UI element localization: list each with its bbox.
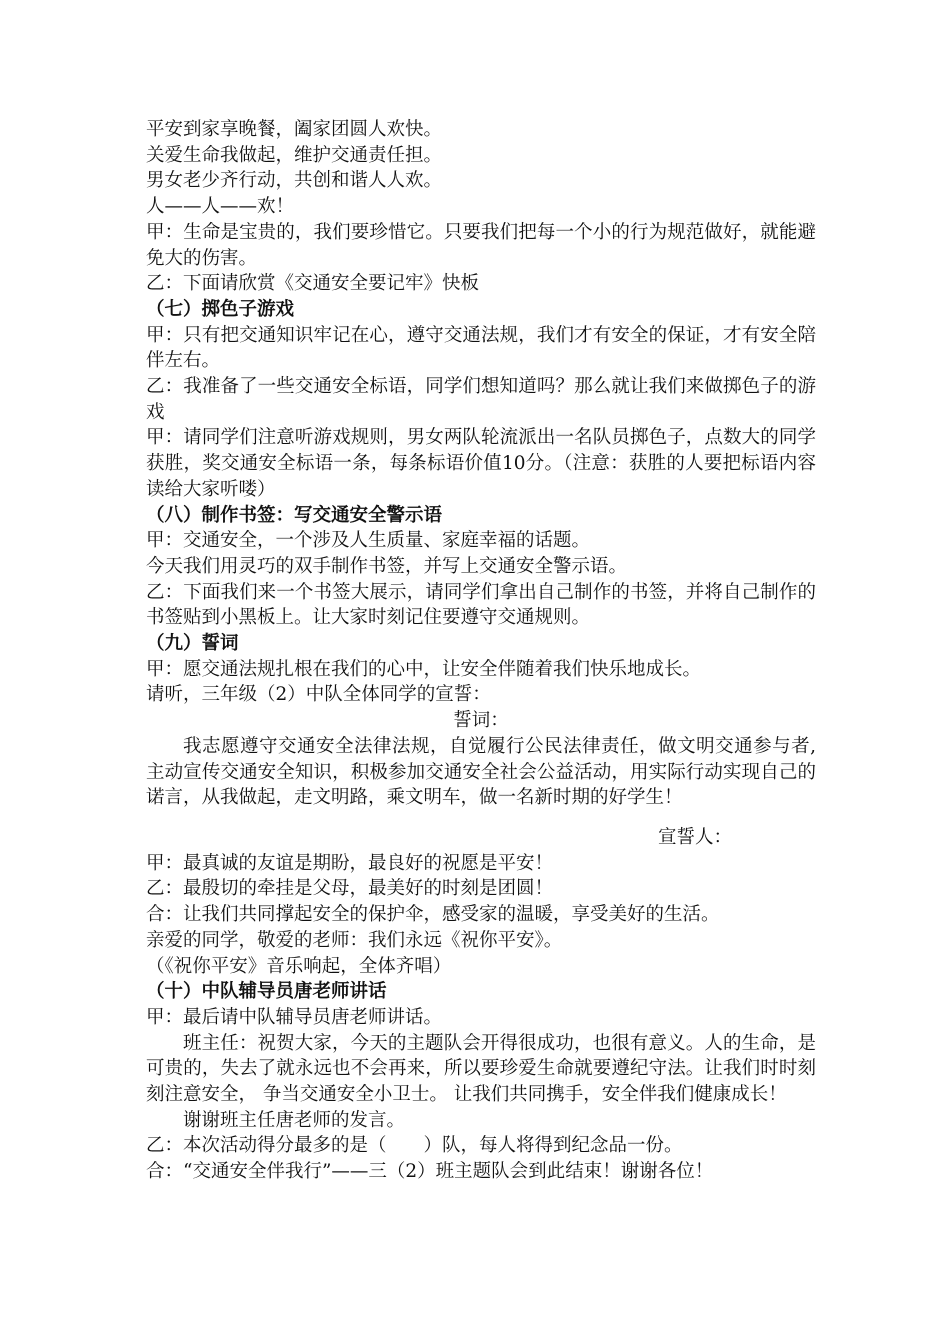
dialogue-line: 乙：本次活动得分最多的是（ ）队，每人将得到纪念品一份。 [146,1135,683,1157]
dialogue-line: 乙：下面我们来一个书签大展示，请同学们拿出自己制作的书签，并将自己制作的书签贴到小黑板上。让大家时刻记住要遵守交通规则。 [146,581,816,629]
section-heading-9: （九）誓词 [146,633,239,655]
dialogue-line: 乙：我准备了一些交通安全标语，同学们想知道吗？那么就让我们来做掷色子的游戏 [146,376,816,423]
section-heading-10: （十）中队辅导员唐老师讲话 [146,981,387,1003]
closing-line: 合：“交通安全伴我行”——三（2）班主题队会到此结束！谢谢各位！ [146,1161,714,1183]
oath-title: 誓词： [453,710,509,732]
teacher-speech: 班主任：祝贺大家，今天的主题队会开得很成功，也很有意义。人的生命，是可贵的，失去了就永远也不会再来，所以要珍爱生命就要遵纪守法。让我们时时刻刻注意安全， 争当交通安全小卫士。 让我们共同携手，安全伴我们健康成长！ [146,1032,816,1106]
dialogue-line: 亲爱的同学，敬爱的老师：我们永远《祝你平安》。 [146,929,563,951]
dialogue-line: 甲：只有把交通知识牢记在心，遵守交通法规，我们才有安全的保证，才有安全陪伴左右。 [146,324,816,372]
poem-line: 人——人——欢！ [146,196,295,218]
oath-body: 我志愿遵守交通安全法律法规，自觉履行公民法律责任，做文明交通参与者,主动宣传交通安全知识，积极参加交通安全社会公益活动，用实际行动实现自己的诺言，从我做起，走文明路，乘文明车，做一名新时期的好学生！ [146,735,816,809]
dialogue-line: 甲：愿交通法规扎根在我们的心中，让安全伴随着我们快乐地成长。 [146,658,702,680]
document-body [146,117,816,1185]
section-heading-8: （八）制作书签：写交通安全警示语 [146,504,443,526]
oath-signature: 宣誓人： [658,826,733,848]
dialogue-line: 今天我们用灵巧的双手制作书签，并写上交通安全警示语。 [146,555,628,577]
dialogue-line: 甲：生命是宝贵的，我们要珍惜它。只要我们把每一个小的行为规范做好，就能避免大的伤害。 [146,221,816,269]
dialogue-line: 甲：最真诚的友谊是期盼，最良好的祝愿是平安！ [146,852,554,874]
spacer [146,811,816,825]
poem-line: 关爱生命我做起，维护交通责任担。 [146,144,443,166]
dialogue-line: 甲：请同学们注意听游戏规则，男女两队轮流派出一名队员掷色子，点数大的同学获胜，奖交通安全标语一条，每条标语价值10分。（注意：获胜的人要把标语内容读给大家听喽） [146,427,816,500]
stage-direction: （《祝你平安》音乐响起，全体齐唱） [146,955,452,977]
dialogue-line: 乙：最殷切的牵挂是父母，最美好的时刻是团圆！ [146,878,554,900]
section-heading-7: （七）掷色子游戏 [146,298,295,320]
poem-line: 男女老少齐行动，共创和谐人人欢。 [146,170,443,192]
dialogue-line: 乙：下面请欣赏《交通安全要记牢》快板 [146,273,480,295]
poem-line: 平安到家享晚餐，阖家团圆人欢快。 [146,119,443,140]
dialogue-line: 请听，三年级（2）中队全体同学的宣誓： [146,684,491,706]
dialogue-line: 甲：交通安全，一个涉及人生质量、家庭幸福的话题。 [146,530,591,552]
dialogue-line: 谢谢班主任唐老师的发言。 [183,1109,406,1131]
dialogue-line: 甲：最后请中队辅导员唐老师讲话。 [146,1006,443,1028]
dialogue-line: 合：让我们共同撑起安全的保护伞，感受家的温暖，享受美好的生活。 [146,904,720,926]
